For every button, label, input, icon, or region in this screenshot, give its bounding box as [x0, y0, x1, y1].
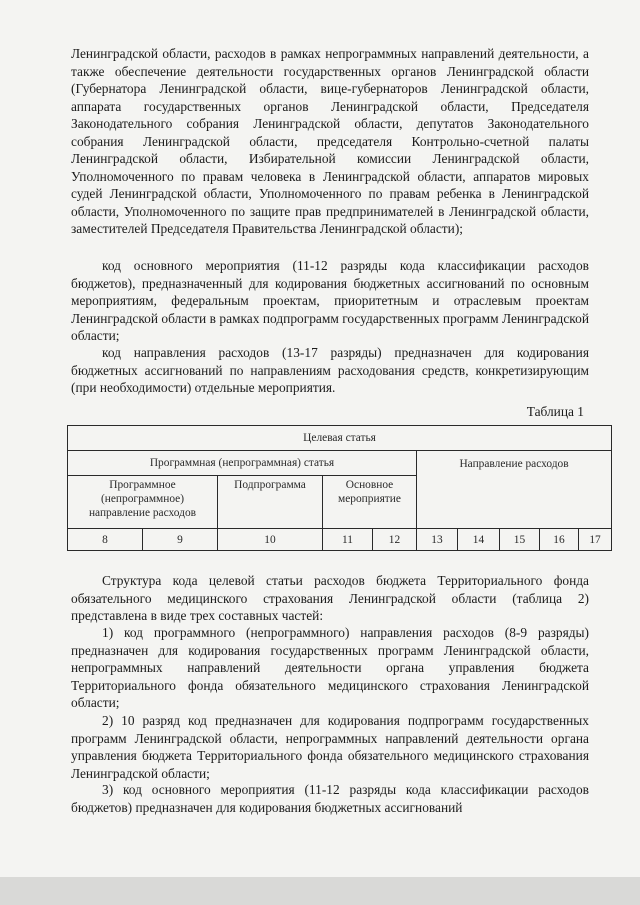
digit-cell: 8 — [68, 529, 143, 551]
digit-cell: 9 — [143, 529, 218, 551]
digit-cell: 10 — [218, 529, 323, 551]
paragraph-4: Структура кода целевой статьи расходов бюджета Территориального фонда обязательного медицинского страхования Ленинградской области (таблица 2) представлена в виде трех составных частей: — [71, 573, 589, 623]
header-subprogram: Подпрограмма — [218, 476, 323, 529]
paragraph-7: 3) код основного мероприятия (11-12 разряды кода классификации расходов бюджетов) предназначен для кодирования бюджетных ассигнований — [71, 782, 589, 815]
paragraph-5: 1) код программного (непрограммного) направления расходов (8-9 разряды) предназначен для кодирования государственных программ Ленинградской области, непрограммных направлений деятельности органа управления бюджета Территориального фонда обязательного медицинского страхования Ленинградской области; — [71, 625, 589, 710]
scan-bottom-edge — [0, 877, 640, 905]
paragraph-1: Ленинградской области, расходов в рамках непрограммных направлений деятельности, а также обеспечение деятельности государственных органов Ленинградской области (Губернатора Ленинградской области, вице-губернаторов Ленинградской области, аппарата государственных органов Ленинградской области, Председателя Законодательного собрания Ленинградской области, депутатов Законодательного собрания Ленинградской области, председателя Контрольно-счетной палаты Ленинградской области, Избирательной комиссии Ленинградской области, Уполномоченного по правам человека в Ленинградской области, аппаратов мировых судей Ленинградской области, Уполномоченного по правам ребенка в Ленинградской области, Уполномоченного по защите прав предпринимателей в Ленинградской области, заместителей Председателя Правительства Ленинградской области); — [71, 46, 589, 236]
header-program-article: Программная (непрограммная) статья — [68, 451, 417, 476]
digit-cell: 13 — [417, 529, 458, 551]
header-program-direction: Программное (непрограммное) направление расходов — [68, 476, 218, 529]
digit-cell: 15 — [500, 529, 540, 551]
paragraph-3: код направления расходов (13-17 разряды) предназначен для кодирования бюджетных ассигнований по направлениям расходования средств, конкретизирующим (при необходимости) отдельные мероприятия. — [71, 345, 589, 395]
code-structure-table — [67, 425, 612, 551]
digit-cell: 16 — [540, 529, 579, 551]
paragraph-2: код основного мероприятия (11-12 разряды кода классификации расходов бюджетов), предназначенный для кодирования бюджетных ассигнований по основным мероприятиям, федеральным проектам, приоритетным и отраслевым проектам Ленинградской области в рамках подпрограмм государственных программ Ленинградской области; — [71, 258, 589, 343]
paragraph-6: 2) 10 разряд код предназначен для кодирования подпрограмм государственных программ Ленинградской области, непрограммных направлений деятельности органа управления бюджета Территориального фонда обязательного медицинского страхования Ленинградской области; — [71, 713, 589, 781]
digit-cell: 17 — [579, 529, 612, 551]
header-main-event: Основное мероприятие — [323, 476, 417, 529]
digit-cell: 11 — [323, 529, 373, 551]
digit-cell: 12 — [373, 529, 417, 551]
digit-cell: 14 — [458, 529, 500, 551]
header-expense-direction: Направление расходов — [417, 451, 612, 529]
header-target-article: Целевая статья — [68, 426, 612, 451]
table-caption: Таблица 1 — [526, 404, 584, 419]
